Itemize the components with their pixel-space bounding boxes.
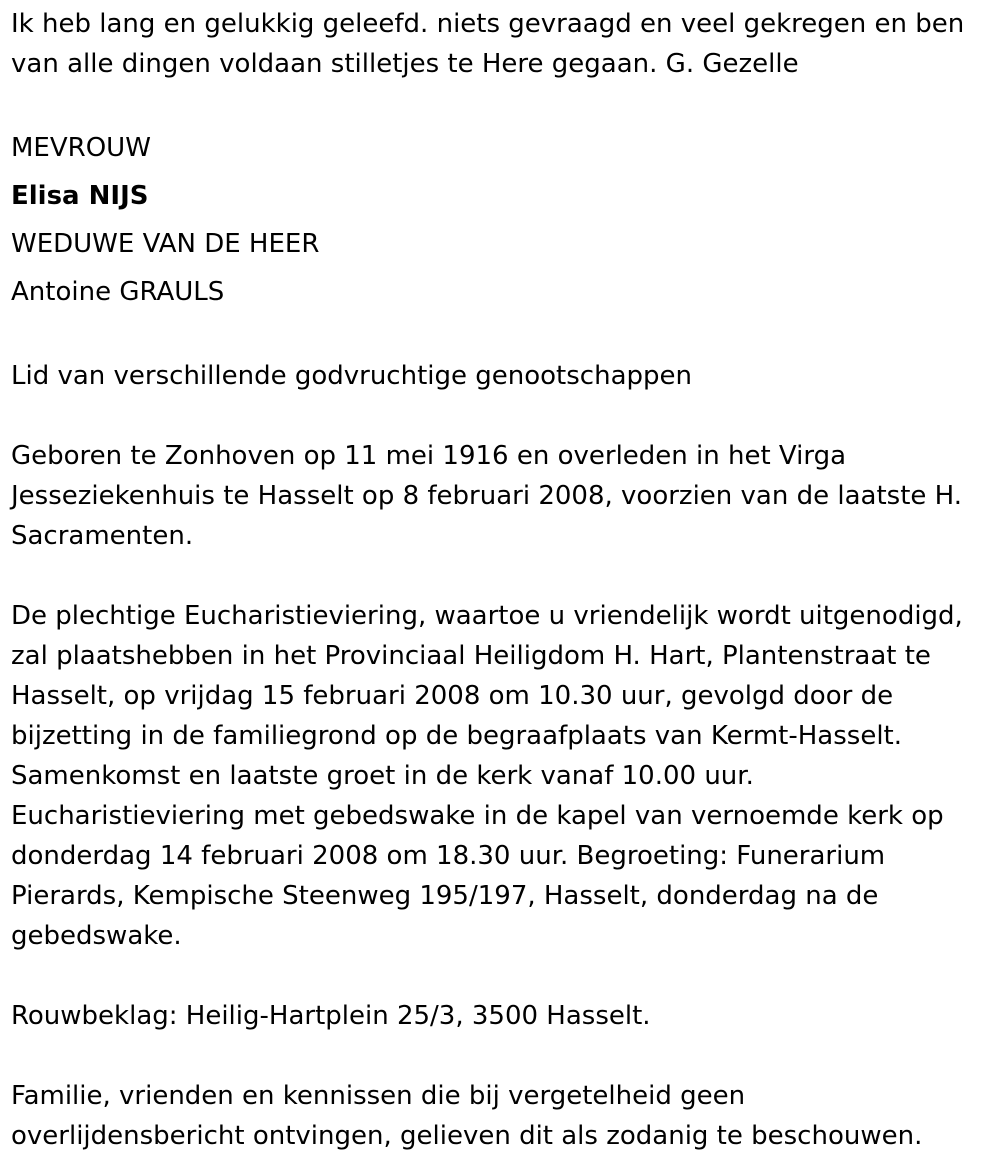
deceased-title: MEVROUW bbox=[11, 133, 151, 163]
quote-line: Ik heb lang en gelukkig geleefd. niets gevraagd en veel gekregen en ben bbox=[11, 9, 965, 39]
ceremony-line: Samenkomst en laatste groet in de kerk vanaf 10.00 uur. bbox=[11, 761, 754, 791]
ceremony-line: donderdag 14 februari 2008 om 18.30 uur. Begroeting: Funerarium bbox=[11, 841, 886, 871]
closing-paragraph bbox=[11, 1076, 990, 1156]
deceased-relation: WEDUWE VAN DE HEER bbox=[11, 229, 320, 259]
ceremony-line: De plechtige Eucharistieviering, waartoe u vriendelijk wordt uitgenodigd, bbox=[11, 601, 963, 631]
ceremony-line: zal plaatshebben in het Provinciaal Heiligdom H. Hart, Plantenstraat te bbox=[11, 641, 931, 671]
membership-line: Lid van verschillende godvruchtige genootschappen bbox=[11, 361, 692, 391]
ceremony-line: gebedswake. bbox=[11, 921, 182, 951]
membership-text bbox=[11, 356, 990, 396]
quote-line: van alle dingen voldaan stilletjes te Here gegaan. G. Gezelle bbox=[11, 49, 799, 79]
ceremony-line: bijzetting in de familiegrond op de begraafplaats van Kermt-Hasselt. bbox=[11, 721, 902, 751]
birth-death-line: Jesseziekenhuis te Hasselt op 8 februari 2008, voorzien van de laatste H. bbox=[11, 481, 963, 511]
birth-death-paragraph bbox=[11, 436, 990, 556]
birth-death-line: Geboren te Zonhoven op 11 mei 1916 en overleden in het Virga bbox=[11, 441, 847, 471]
deceased-spouse: Antoine GRAULS bbox=[11, 277, 225, 307]
ceremony-line: Hasselt, op vrijdag 15 februari 2008 om 10.30 uur, gevolgd door de bbox=[11, 681, 894, 711]
condolence-address bbox=[11, 996, 990, 1036]
closing-line: overlijdensbericht ontvingen, gelieven dit als zodanig te beschouwen. bbox=[11, 1121, 923, 1151]
deceased-name-block bbox=[11, 124, 990, 316]
closing-line: Familie, vrienden en kennissen die bij vergetelheid geen bbox=[11, 1081, 746, 1111]
deceased-name: Elisa NIJS bbox=[11, 181, 149, 211]
opening-quote bbox=[11, 4, 990, 84]
ceremony-paragraph bbox=[11, 596, 990, 956]
ceremony-line: Pierards, Kempische Steenweg 195/197, Hasselt, donderdag na de bbox=[11, 881, 879, 911]
birth-death-line: Sacramenten. bbox=[11, 521, 194, 551]
ceremony-line: Eucharistieviering met gebedswake in de kapel van vernoemde kerk op bbox=[11, 801, 944, 831]
condolence-line: Rouwbeklag: Heilig-Hartplein 25/3, 3500 Hasselt. bbox=[11, 1001, 651, 1031]
